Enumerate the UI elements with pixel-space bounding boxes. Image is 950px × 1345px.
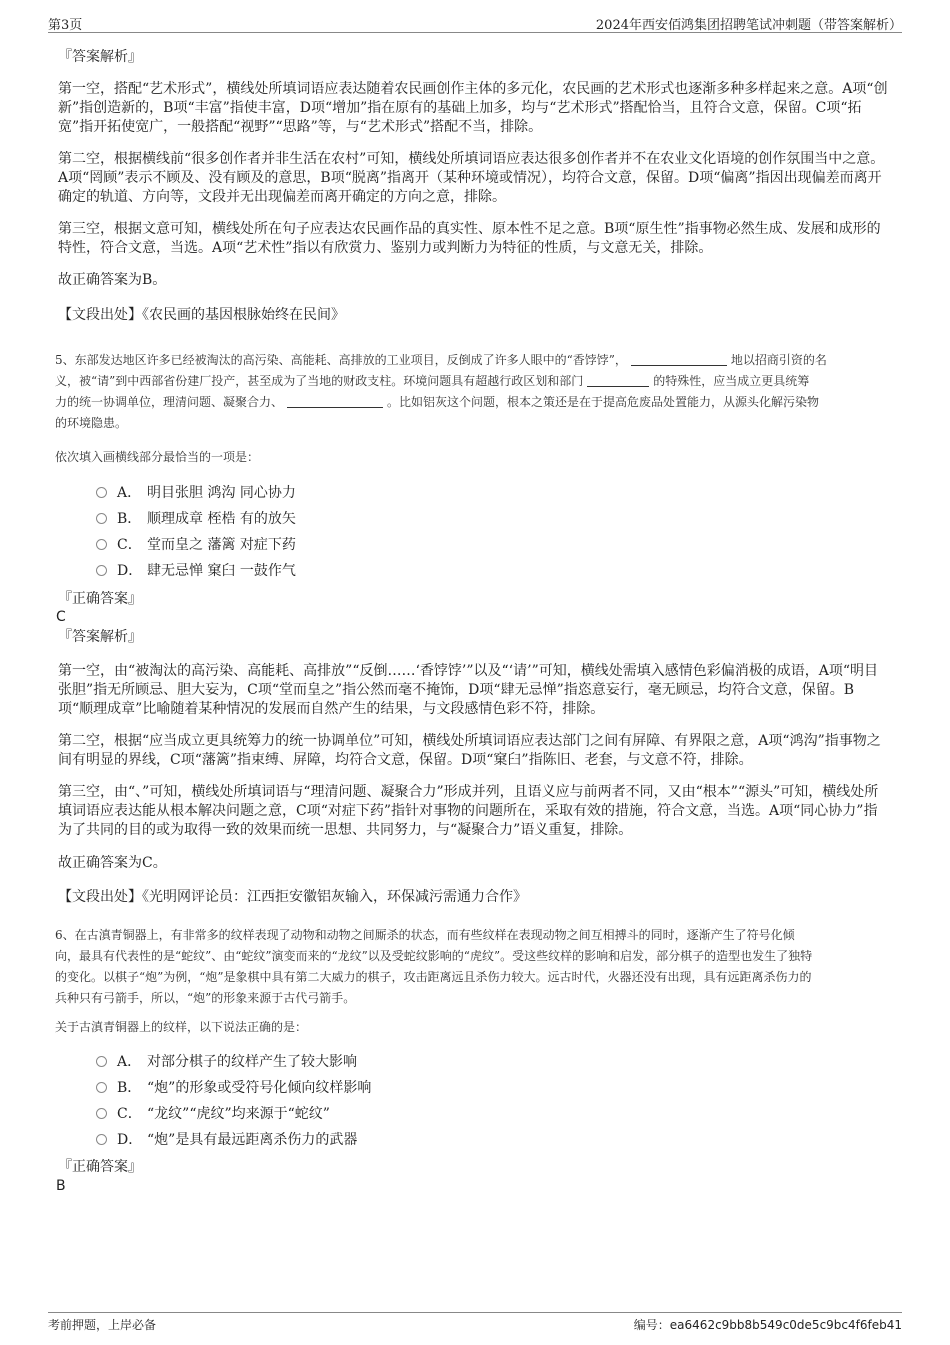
analysis-label: 『答案解析』 [58, 49, 142, 65]
page-number: 第3页 [48, 18, 83, 33]
q6-option-a[interactable]: A． 对部分棋子的纹样产生了较大影响 [96, 1052, 357, 1072]
analysis-conclusion: 故正确答案为C。 [58, 855, 167, 871]
analysis-paragraph-3: 第三空，根据文意可知，横线处所在句子应表达农民画作品的真实性、原本性不足之意。B项“原生性”指事物必然生成、发展和成形的特性，符合文意，当选。A项“艺术性”指以有欣赏力、鉴别力或判断力为特征的性质，与文意无关，排除。 [58, 221, 881, 256]
document-code: 编号：ea6462c9bb8b549c0de5c9bc4f6feb41 [633, 1318, 902, 1332]
radio-icon[interactable] [96, 565, 107, 576]
q5-option-b[interactable]: B． 顺理成章 桎梏 有的放矢 [96, 509, 296, 529]
blank-2 [587, 374, 649, 387]
correct-answer-label: 『正确答案』 [58, 1159, 142, 1175]
q5-option-a[interactable]: A． 明目张胆 鸿沟 同心协力 [96, 483, 296, 503]
q6-option-d[interactable]: D． “炮”是具有最远距离杀伤力的武器 [96, 1130, 357, 1150]
passage-source: 【文段出处】《光明网评论员：江西拒安徽铝灰输入，环保减污需通力合作》 [58, 889, 527, 905]
correct-answer: C [56, 609, 66, 625]
question-5-prompt: 依次填入画横线部分最恰当的一项是： [55, 450, 260, 464]
question-6-stem: 6、在古滇青铜器上，有非常多的纹样表现了动物和动物之间厮杀的状态，而有些纹样在表现动物之间互相搏斗的同时，逐渐产生了符号化倾 向，最具有代表性的是“蛇纹”、由“蛇纹”演变而来的“龙纹”以及受蛇纹影响的“虎纹”。受这些纹样的影响和启发，部分棋子的造型也发生了独特 的变化。以棋子“炮”为例，“炮”是象棋中具有第二大威力的棋子，攻击距离远且杀伤力较大。远古时代，火器还没有出现，具有远距离杀伤力的 兵种只有弓箭手，所以，“炮”的形象来源于古代弓箭手。 [55, 928, 813, 1005]
radio-icon[interactable] [96, 1056, 107, 1067]
page-header [48, 10, 902, 33]
page-footer [48, 1312, 902, 1335]
document-title: 2024年西安佰鸿集团招聘笔试冲刺题（带答案解析） [595, 18, 902, 33]
correct-answer: B [56, 1178, 66, 1194]
radio-icon[interactable] [96, 1134, 107, 1145]
radio-icon[interactable] [96, 1108, 107, 1119]
analysis-paragraph-3: 第三空，由“、”可知，横线处所填词语与“理清问题、凝聚合力”形成并列，且语义应与前两者不同，又由“根本”“源头”可知，横线处所填词语应表达能从根本解决问题之意，C项“对症下药”指针对事物的问题所在，采取有效的措施，符合文意，当选。A项“同心协力”指为了共同的目的或为取得一致的效果而统一思想、共同努力，与“凝聚合力”语义重复，排除。 [58, 784, 879, 838]
radio-icon[interactable] [96, 487, 107, 498]
correct-answer-label: 『正确答案』 [58, 591, 142, 607]
analysis-conclusion: 故正确答案为B。 [58, 272, 167, 288]
blank-1 [631, 353, 727, 366]
question-6-prompt: 关于古滇青铜器上的纹样，以下说法正确的是： [55, 1020, 308, 1034]
q5-option-c[interactable]: C． 堂而皇之 藩篱 对症下药 [96, 535, 296, 555]
radio-icon[interactable] [96, 1082, 107, 1093]
analysis-paragraph-1: 第一空，由“被淘汰的高污染、高能耗、高排放”“反倒……‘香饽饽’”以及“‘请’”可知，横线处需填入感情色彩偏消极的成语，A项“明目张胆”指无所顾忌、胆大妄为，C项“堂而皇之”指公然而毫不掩饰，D项“肆无忌惮”指恣意妄行，毫无顾忌，均符合文意，保留。B项“顺理成章”比喻随着某种情况的发展而自然产生的结果，与文段感情色彩不符，排除。 [58, 663, 879, 717]
q6-option-c[interactable]: C． “龙纹”“虎纹”均来源于“蛇纹” [96, 1104, 330, 1124]
blank-3 [287, 395, 383, 408]
q6-option-b[interactable]: B． “炮”的形象或受符号化倾向纹样影响 [96, 1078, 371, 1098]
radio-icon[interactable] [96, 513, 107, 524]
q5-option-d[interactable]: D． 肆无忌惮 窠臼 一鼓作气 [96, 561, 296, 581]
analysis-paragraph-1: 第一空，搭配“艺术形式”，横线处所填词语应表达随着农民画创作主体的多元化，农民画的艺术形式也逐渐多种多样起来之意。A项“创新”指创造新的，B项“丰富”指使丰富，D项“增加”指在原有的基础上加多，均与“艺术形式”搭配恰当，且符合文意，保留。C项“拓宽”指开拓使宽广，一般搭配“视野”“思路”等，与“艺术形式”搭配不当，排除。 [58, 81, 888, 135]
radio-icon[interactable] [96, 539, 107, 550]
passage-source: 【文段出处】《农民画的基因根脉始终在民间》 [58, 307, 345, 323]
analysis-paragraph-2: 第二空，根据“应当成立更具统筹力的统一协调单位”可知，横线处所填词语应表达部门之间有屏障、有界限之意，A项“鸿沟”指事物之间有明显的界线，C项“藩篱”指束缚、屏障，均符合文意，保留。D项“窠臼”指陈旧、老套，与文意不符，排除。 [58, 733, 881, 768]
question-5-stem: 5、东部发达地区许多已经被淘汰的高污染、高能耗、高排放的工业项目，反倒成了许多人眼中的“香饽饽”， 地以招商引资的名 义，被“请”到中西部省份建厂投产，甚至成为了当地的财政支柱。环境问题具有超越行政区划和部门 的特殊性，应当成立更具统筹 力的统一协调单位，理清问题、凝聚合力、 。比如铝灰这个问题，根本之策还是在于提高危废品处置能力，从源头化解污染物 的环境隐患。 [55, 353, 827, 430]
analysis-label: 『答案解析』 [58, 629, 142, 645]
analysis-paragraph-2: 第二空，根据横线前“很多创作者并非生活在农村”可知，横线处所填词语应表达很多创作者并不在农业文化语境的创作氛围当中之意。A项“罔顾”表示不顾及、没有顾及的意思，B项“脱离”指离开（某种环境或情况），均符合文意，保留。D项“偏离”指因出现偏差而离开确定的轨道、方向等，文段并无出现偏差而离开确定的方向之意，排除。 [58, 151, 885, 205]
footer-slogan: 考前押题，上岸必备 [48, 1318, 157, 1332]
